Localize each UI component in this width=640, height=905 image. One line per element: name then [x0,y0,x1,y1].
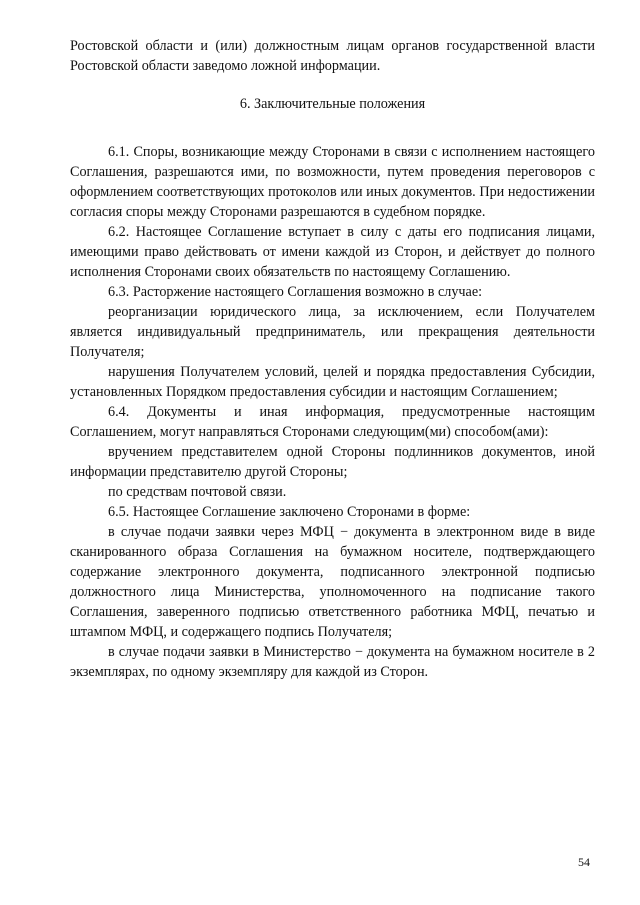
paragraph-6-3-item-1: реорганизации юридического лица, за исключением, если Получателем является индивидуальный предприниматель, или прекращения деятельности Получателя; [70,304,595,360]
paragraph-continuation: Ростовской области и (или) должностным лицам органов государственной власти Ростовской области заведомо ложной информации. [70,38,595,74]
paragraph-6-4: 6.4. Документы и иная информация, предусмотренные настоящим Соглашением, могут направляться Сторонами следующим(ми) способом(ами): [70,404,595,440]
section-heading: 6. Заключительные положения [239,96,426,112]
paragraph-6-2: 6.2. Настоящее Соглашение вступает в силу с даты его подписания лицами, имеющими право действовать от имени каждой из Сторон, и действует до полного исполнения Сторонами своих обязательств по настоящему Соглашению. [70,224,595,280]
paragraph-6-4-item-2: по средствам почтовой связи. [108,484,287,500]
paragraph-6-5-item-1: в случае подачи заявки через МФЦ − документа в электронном виде в виде сканированного образа Соглашения на бумажном носителе, подтверждающего содержание электронного документа, подписанного электронной подписью должностного лица Министерства, уполномоченного на подписание такого Соглашения, заверенного подписью ответственного работника МФЦ, печатью и штампом МФЦ, и содержащего подпись Получателя; [70,524,595,640]
page-number: 54 [578,855,590,869]
paragraph-6-3-item-2: нарушения Получателем условий, целей и порядка предоставления Субсидии, установленных Порядком предоставления субсидии и настоящим Соглашением; [70,364,595,400]
document-page [70,36,595,682]
paragraph-6-3: 6.3. Расторжение настоящего Соглашения возможно в случае: [108,284,483,300]
paragraph-6-1: 6.1. Споры, возникающие между Сторонами в связи с исполнением настоящего Соглашения, разрешаются ими, по возможности, путем проведения переговоров с оформлением соответствующих протоколов или иных документов. При недостижении согласия споры между Сторонами разрешаются в судебном порядке. [70,144,595,220]
paragraph-6-4-item-1: вручением представителем одной Стороны подлинников документов, иной информации представителю другой Стороны; [70,444,595,480]
paragraph-6-5: 6.5. Настоящее Соглашение заключено Сторонами в форме: [108,504,471,520]
paragraph-6-5-item-2: в случае подачи заявки в Министерство − документа на бумажном носителе в 2 экземплярах, по одному экземпляру для каждой из Сторон. [70,644,595,680]
